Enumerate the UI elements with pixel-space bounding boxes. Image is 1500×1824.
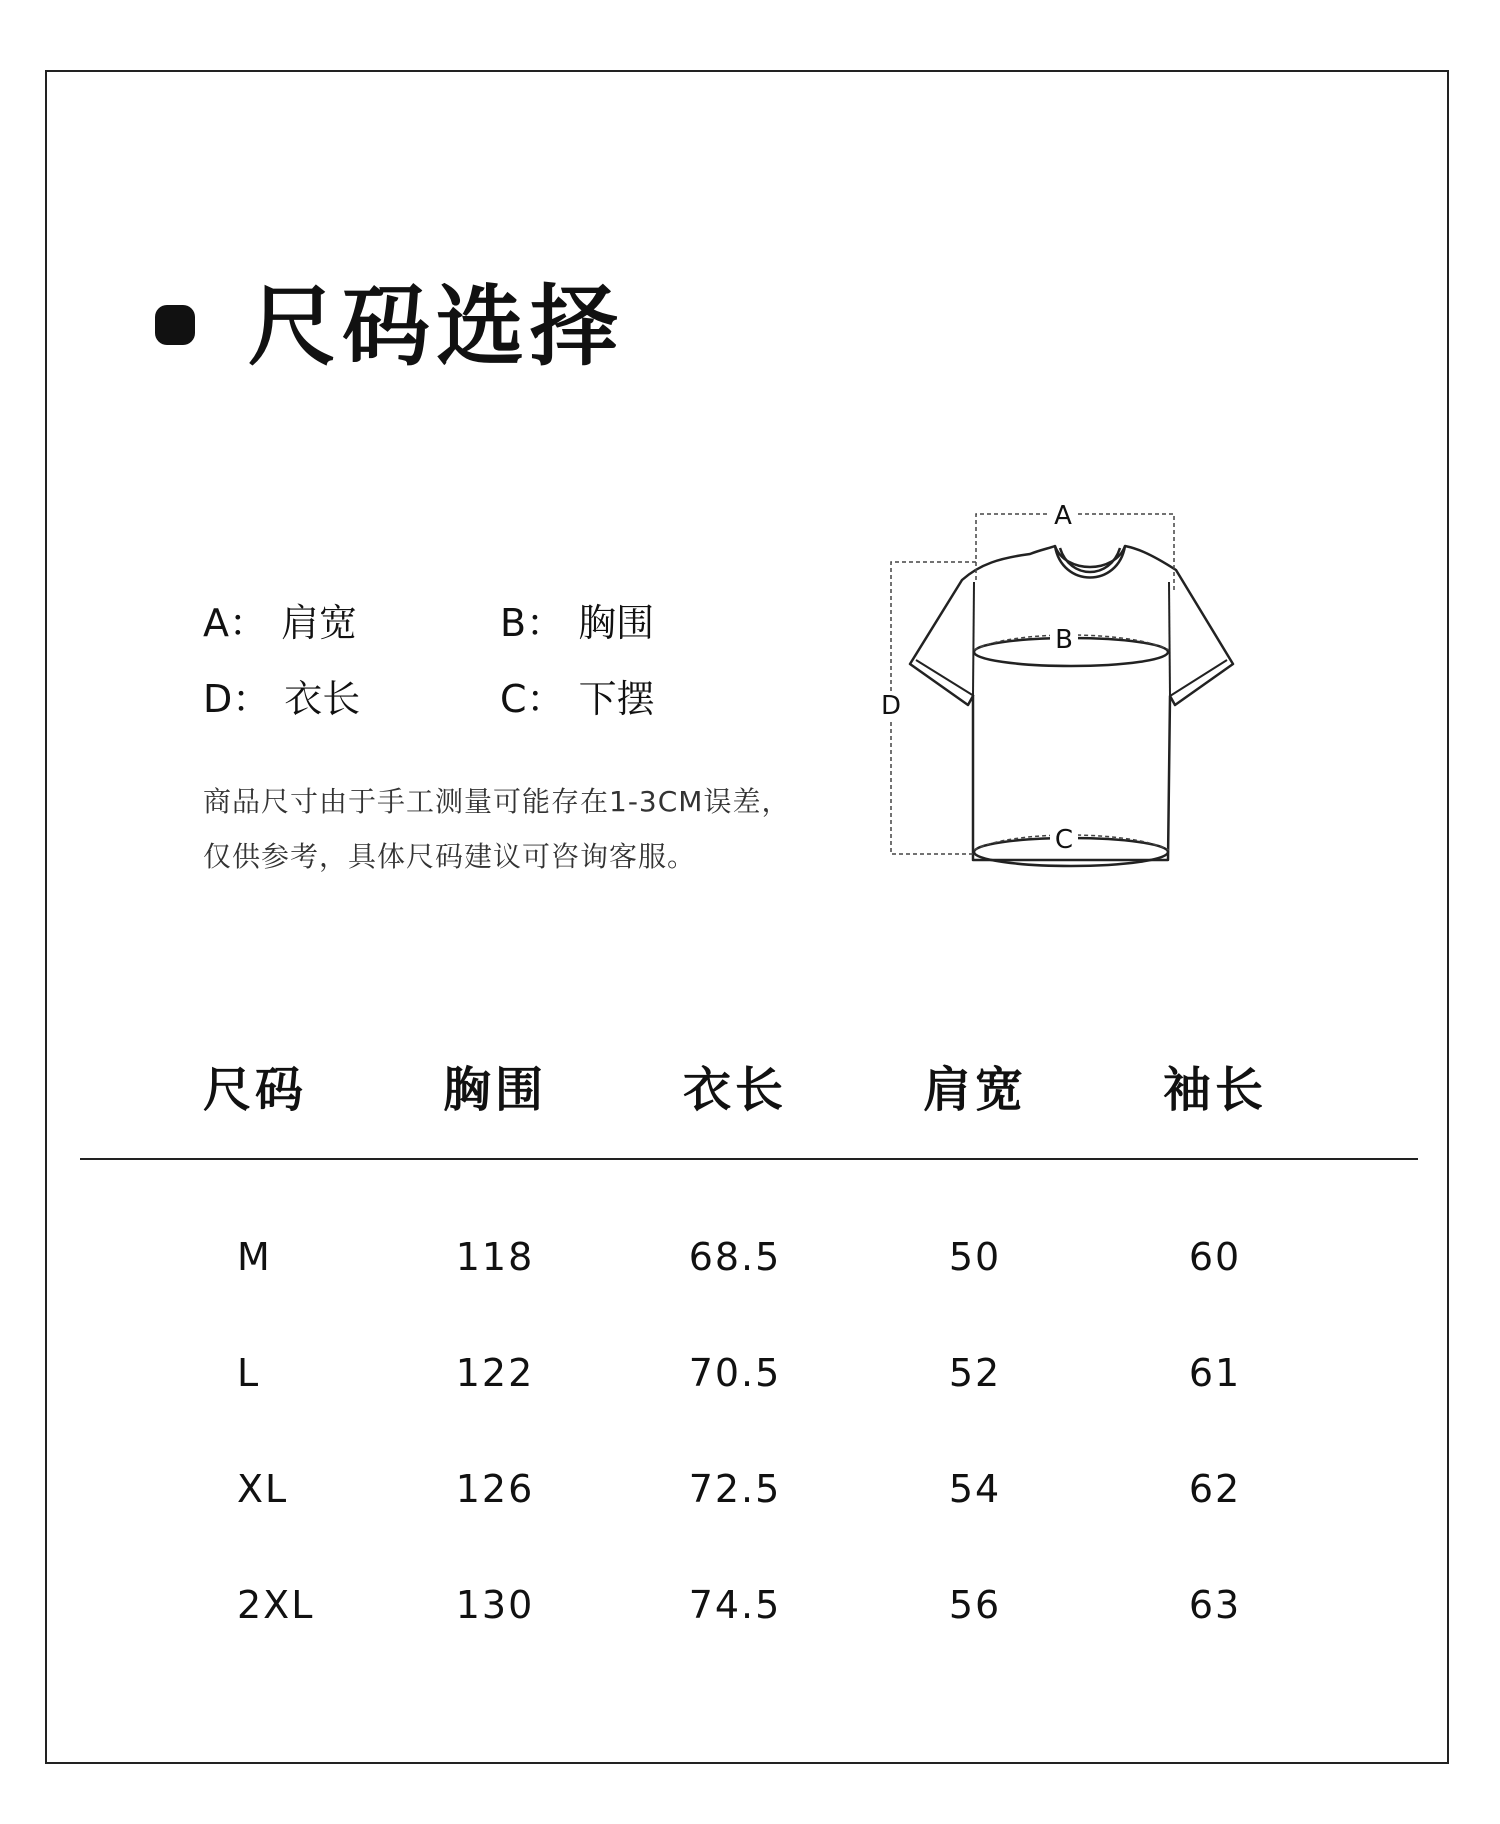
legend-name: 下摆 [578, 677, 655, 721]
table-cell-shoulder: 52 [948, 1351, 1002, 1395]
legend-key: B [500, 601, 527, 645]
title-bullet-icon [155, 305, 195, 345]
note-line-2: 仅供参考，具体尺码建议可咨询客服。 [203, 840, 697, 873]
table-cell-sleeve: 60 [1188, 1235, 1242, 1279]
legend-name: 衣长 [284, 677, 361, 721]
table-header-chest: 胸围 [442, 1062, 547, 1118]
table-cell-length: 72.5 [688, 1467, 782, 1511]
table-cell-length: 68.5 [688, 1235, 782, 1279]
table-cell-length: 74.5 [688, 1583, 782, 1627]
table-cell-sleeve: 63 [1188, 1583, 1242, 1627]
table-header-sleeve: 袖长 [1162, 1062, 1267, 1118]
table-header-size: 尺码 [202, 1062, 307, 1118]
note-line-1: 商品尺寸由于手工测量可能存在1-3CM误差， [203, 785, 791, 818]
table-cell-shoulder: 54 [948, 1467, 1002, 1511]
table-cell-chest: 126 [455, 1467, 535, 1511]
legend-item-c [500, 674, 655, 724]
table-cell-size: XL [237, 1467, 289, 1511]
legend-separator: ： [232, 677, 271, 721]
legend-key: D [203, 677, 233, 721]
legend-item-a [203, 598, 357, 648]
legend-name: 肩宽 [281, 601, 358, 645]
table-cell-size: L [237, 1351, 261, 1395]
legend-separator: ： [526, 677, 565, 721]
table-cell-sleeve: 61 [1188, 1351, 1242, 1395]
table-cell-chest: 122 [455, 1351, 535, 1395]
table-cell-chest: 118 [455, 1235, 535, 1279]
legend-key: A [203, 601, 229, 645]
table-header-length: 衣长 [682, 1062, 787, 1118]
legend-key: C [500, 677, 527, 721]
table-header-shoulder: 肩宽 [922, 1062, 1027, 1118]
table-header-divider [80, 1158, 1418, 1160]
table-cell-size: 2XL [237, 1583, 315, 1627]
diagram-label-d: D [880, 691, 902, 721]
tshirt-outline-icon [910, 546, 1233, 860]
table-cell-chest: 130 [455, 1583, 535, 1627]
legend-separator: ： [526, 601, 565, 645]
table-cell-shoulder: 56 [948, 1583, 1002, 1627]
diagram-label-a: A [1054, 501, 1072, 531]
table-cell-shoulder: 50 [948, 1235, 1002, 1279]
legend-item-b [500, 598, 654, 648]
page-title: 尺码选择 [248, 275, 625, 378]
table-cell-length: 70.5 [688, 1351, 782, 1395]
legend-separator: ： [229, 601, 268, 645]
legend-name: 胸围 [578, 601, 655, 645]
table-cell-sleeve: 62 [1188, 1467, 1242, 1511]
tshirt-diagram [880, 500, 1260, 900]
diagram-label-b: B [1055, 625, 1073, 655]
diagram-label-c: C [1054, 825, 1074, 855]
table-cell-size: M [237, 1235, 272, 1279]
legend-item-d [203, 674, 360, 724]
